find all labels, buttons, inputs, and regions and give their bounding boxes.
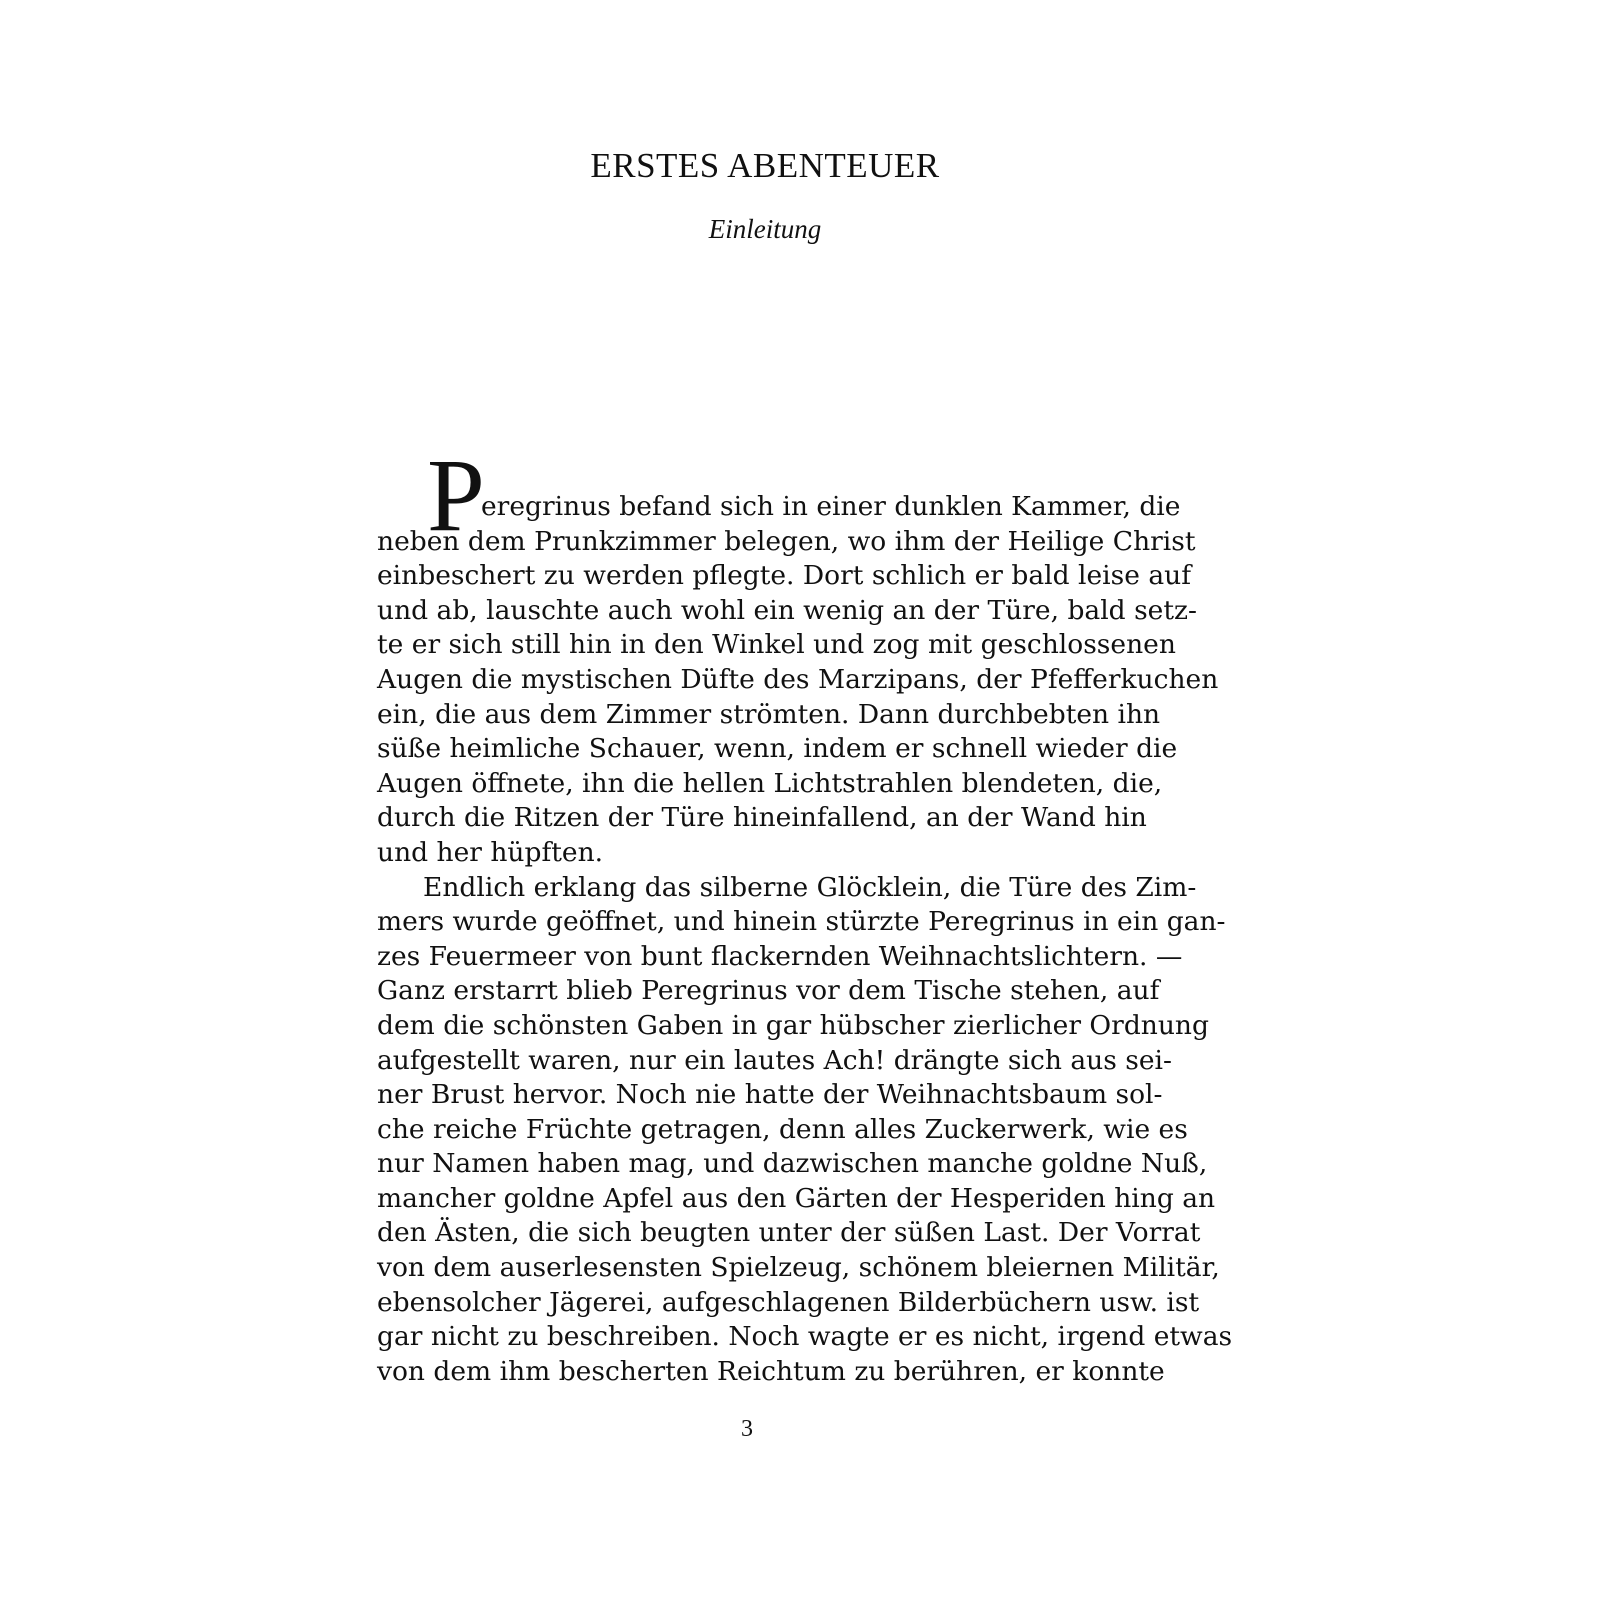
text-line: neben dem Prunkzimmer belegen, wo ihm der Heilige Christ bbox=[377, 525, 1196, 557]
text-line: eregrinus befand sich in einer dunklen Kammer, die bbox=[481, 491, 1181, 522]
text-line: Augen öffnete, ihn die hellen Lichtstrahlen blendeten, die, bbox=[377, 767, 1163, 799]
text-line: aufgestellt waren, nur ein lautes Ach! drängte sich aus sei- bbox=[377, 1044, 1172, 1076]
text-line: von dem ihm bescherten Reichtum zu berühren, er konnte bbox=[377, 1355, 1165, 1387]
text-line: ein, die aus dem Zimmer strömten. Dann durchbebten ihn bbox=[377, 698, 1161, 730]
text-line: den Ästen, die sich beugten unter der süßen Last. Der Vorrat bbox=[377, 1217, 1201, 1249]
text-line: che reiche Früchte getragen, denn alles Zuckerwerk, wie es bbox=[377, 1113, 1188, 1145]
text-line: durch die Ritzen der Türe hineinfallend, an der Wand hin bbox=[377, 802, 1147, 834]
chapter-subtitle: Einleitung bbox=[708, 214, 822, 244]
text-line: Augen die mystischen Düfte des Marzipans, der Pfefferkuchen bbox=[377, 663, 1219, 695]
text-line: mancher goldne Apfel aus den Gärten der Hesperiden hing an bbox=[377, 1182, 1216, 1214]
paragraph-container bbox=[377, 440, 1233, 1389]
text-line: und ab, lauschte auch wohl ein wenig an der Türe, bald setz- bbox=[377, 594, 1197, 626]
text-line: und her hüpften. bbox=[377, 836, 604, 868]
paragraph-2 bbox=[377, 871, 1233, 1390]
text-line: ebensolcher Jägerei, aufgeschlagenen Bilderbüchern usw. ist bbox=[377, 1286, 1200, 1318]
paragraph-1 bbox=[377, 490, 1219, 871]
text-line: ner Brust hervor. Noch nie hatte der Weihnachtsbaum sol- bbox=[377, 1079, 1163, 1111]
page-number: 3 bbox=[741, 1416, 753, 1442]
text-line: nur Namen haben mag, und dazwischen manche goldne Nuß, bbox=[377, 1148, 1208, 1180]
text-line: von dem auserlesensten Spielzeug, schönem bleiernen Militär, bbox=[377, 1252, 1220, 1284]
text-line: süße heimliche Schauer, wenn, indem er schnell wieder die bbox=[377, 733, 1178, 765]
text-line: gar nicht zu beschreiben. Noch wagte er es nicht, irgend etwas bbox=[377, 1321, 1233, 1353]
text-line: einbeschert zu werden pflegte. Dort schlich er bald leise auf bbox=[377, 560, 1192, 592]
text-line: dem die schönsten Gaben in gar hübscher zierlicher Ordnung bbox=[377, 1009, 1209, 1041]
body-text bbox=[377, 438, 1233, 1389]
text-line: Endlich erklang das silberne Glöcklein, die Türe des Zim- bbox=[423, 871, 1197, 903]
text-line: zes Feuermeer von bunt flackernden Weihnachtslichtern. — bbox=[377, 940, 1183, 972]
chapter-title: ERSTES ABENTEUER bbox=[590, 146, 940, 185]
text-line: Ganz erstarrt blieb Peregrinus vor dem Tische stehen, auf bbox=[377, 975, 1160, 1007]
text-line: mers wurde geöffnet, und hinein stürzte Peregrinus in ein gan- bbox=[377, 906, 1226, 938]
text-line: te er sich still hin in den Winkel und zog mit geschlossenen bbox=[377, 629, 1176, 661]
drop-cap: P bbox=[427, 438, 485, 553]
